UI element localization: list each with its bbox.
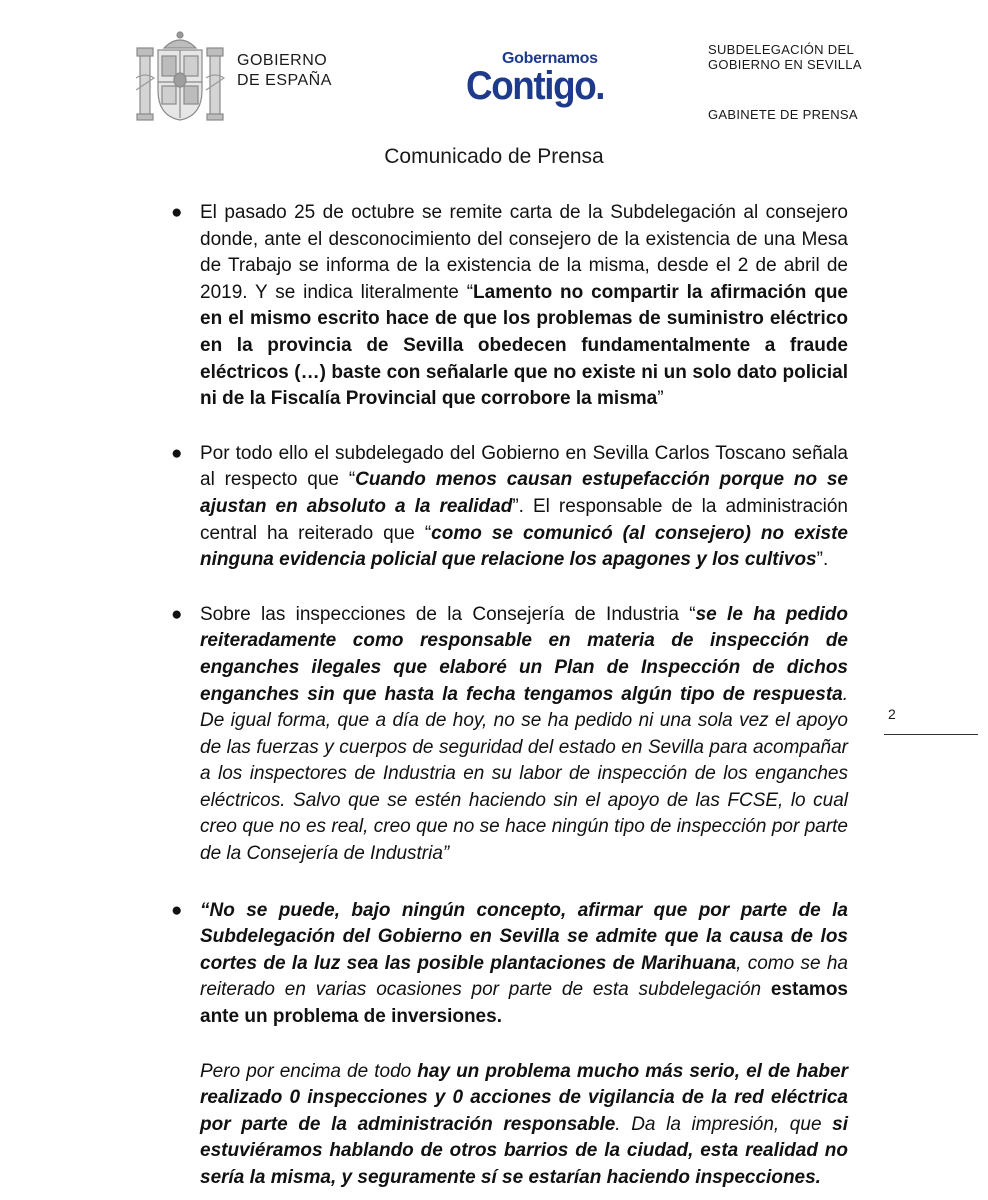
bullet-item [171, 441, 848, 574]
slogan-logo [466, 50, 616, 108]
bullet-icon: ● [171, 899, 183, 921]
text-run: ” [657, 388, 664, 410]
italic-text: . Da la impresión, que [615, 1113, 833, 1135]
bullet-item [171, 898, 848, 1031]
press-cabinet-label: GABINETE DE PRENSA [708, 107, 858, 122]
slogan-big: Contigo. [466, 64, 605, 108]
bold-quote: Lamento no compartir la afirmación que en el mismo escrito hace de que los problemas de suministro eléctrico en la provincia de Sevilla obedecen fundamentalmente a fraude eléctricos (…) baste con señalarle que no existe ni un solo dato policial ni de la Fiscalía Provincial que corrobore la misma [200, 281, 848, 410]
bullet-item [171, 602, 848, 868]
bold-italic-quote: como se comunicó (al consejero) no existe ninguna evidencia policial que relacione los apagones y los cultivos [200, 522, 848, 571]
bold-italic-quote: “No se puede, bajo ningún concepto, afirmar que por parte de la Subdelegación del Gobierno en Sevilla se admite que la causa de los cortes de la luz sea las posible plantaciones de Marihuana [200, 899, 848, 974]
bullet-text [200, 441, 848, 574]
bullet-icon: ● [171, 603, 183, 625]
document-body [171, 200, 848, 1192]
subdelegation-name [708, 42, 862, 72]
subdelegation-line1: SUBDELEGACIÓN DEL [708, 42, 854, 57]
government-name [237, 51, 332, 91]
final-paragraph [200, 1059, 848, 1192]
italic-text: , como se ha reiterado en varias ocasiones por parte de esta subdelegación [200, 952, 848, 1001]
text-run: ”. El responsable de la administración central ha reiterado que “ [200, 495, 848, 544]
bold-italic-text: hay un problema mucho más serio, el de haber realizado 0 inspecciones y 0 acciones de vigilancia de la red eléctrica por parte de la administración responsable [200, 1060, 848, 1135]
bold-italic-quote: Cuando menos causan estupefacción porque no se ajustan en absoluto a la realidad [200, 469, 848, 517]
bold-text: estamos ante un problema de inversiones. [200, 979, 848, 1028]
page-number-rule [884, 734, 978, 735]
page-number: 2 [888, 706, 896, 722]
text-run: Por todo ello el subdelegado del Gobierno en Sevilla Carlos Toscano señala al respecto que “ [200, 442, 848, 491]
government-name-line1: GOBIERNO [237, 52, 328, 69]
bullet-text [200, 602, 848, 868]
bold-italic-text: si estuviéramos hablando de otros barrios de la ciudad, esta realidad no sería la misma, y seguramente sí se estarían haciendo inspecciones. [200, 1113, 848, 1188]
text-run: ”. [816, 549, 829, 571]
slogan-small: Gobernamos [502, 50, 598, 67]
bullet-icon: ● [171, 442, 183, 464]
bullet-icon: ● [171, 202, 183, 223]
italic-text: Pero por encima de todo [200, 1060, 418, 1082]
text-run: Sobre las inspecciones de la Consejería de Industria “ [200, 603, 696, 625]
document-title: Comunicado de Prensa [384, 145, 604, 168]
subdelegation-line2: GOBIERNO EN SEVILLA [708, 57, 862, 72]
bullet-item [171, 200, 848, 413]
text-run: El pasado 25 de octubre se remite carta de la Subdelegación al consejero donde, ante el desconocimiento del consejero de la existencia de una Mesa de Trabajo se informa de la existencia de la misma, desde el 2 de abril de 2019. Y se indica literalmente “ [200, 202, 848, 303]
bullet-text [200, 898, 848, 1031]
bullet-text [200, 200, 848, 413]
coat-of-arms-icon [134, 26, 226, 124]
government-name-line2: DE ESPAÑA [237, 72, 332, 89]
italic-quote: . De igual forma, que a día de hoy, no se ha pedido ni una sola vez el apoyo de las fuerzas y cuerpos de seguridad del estado en Sevilla para acompañar a los inspectores de Industria en su labor de inspección de los enganches eléctricos. Salvo que se estén haciendo sin el apoyo de las FCSE, lo cual creo que no es real, creo que no se hace ningún tipo de inspección por parte de la Consejería de Industria” [200, 683, 848, 865]
bold-italic-quote: se le ha pedido reiteradamente como responsable en materia de inspección de enganches ilegales que elaboré un Plan de Inspección de dichos enganches sin que hasta la fecha tengamos algún tipo de respuesta [200, 603, 848, 705]
